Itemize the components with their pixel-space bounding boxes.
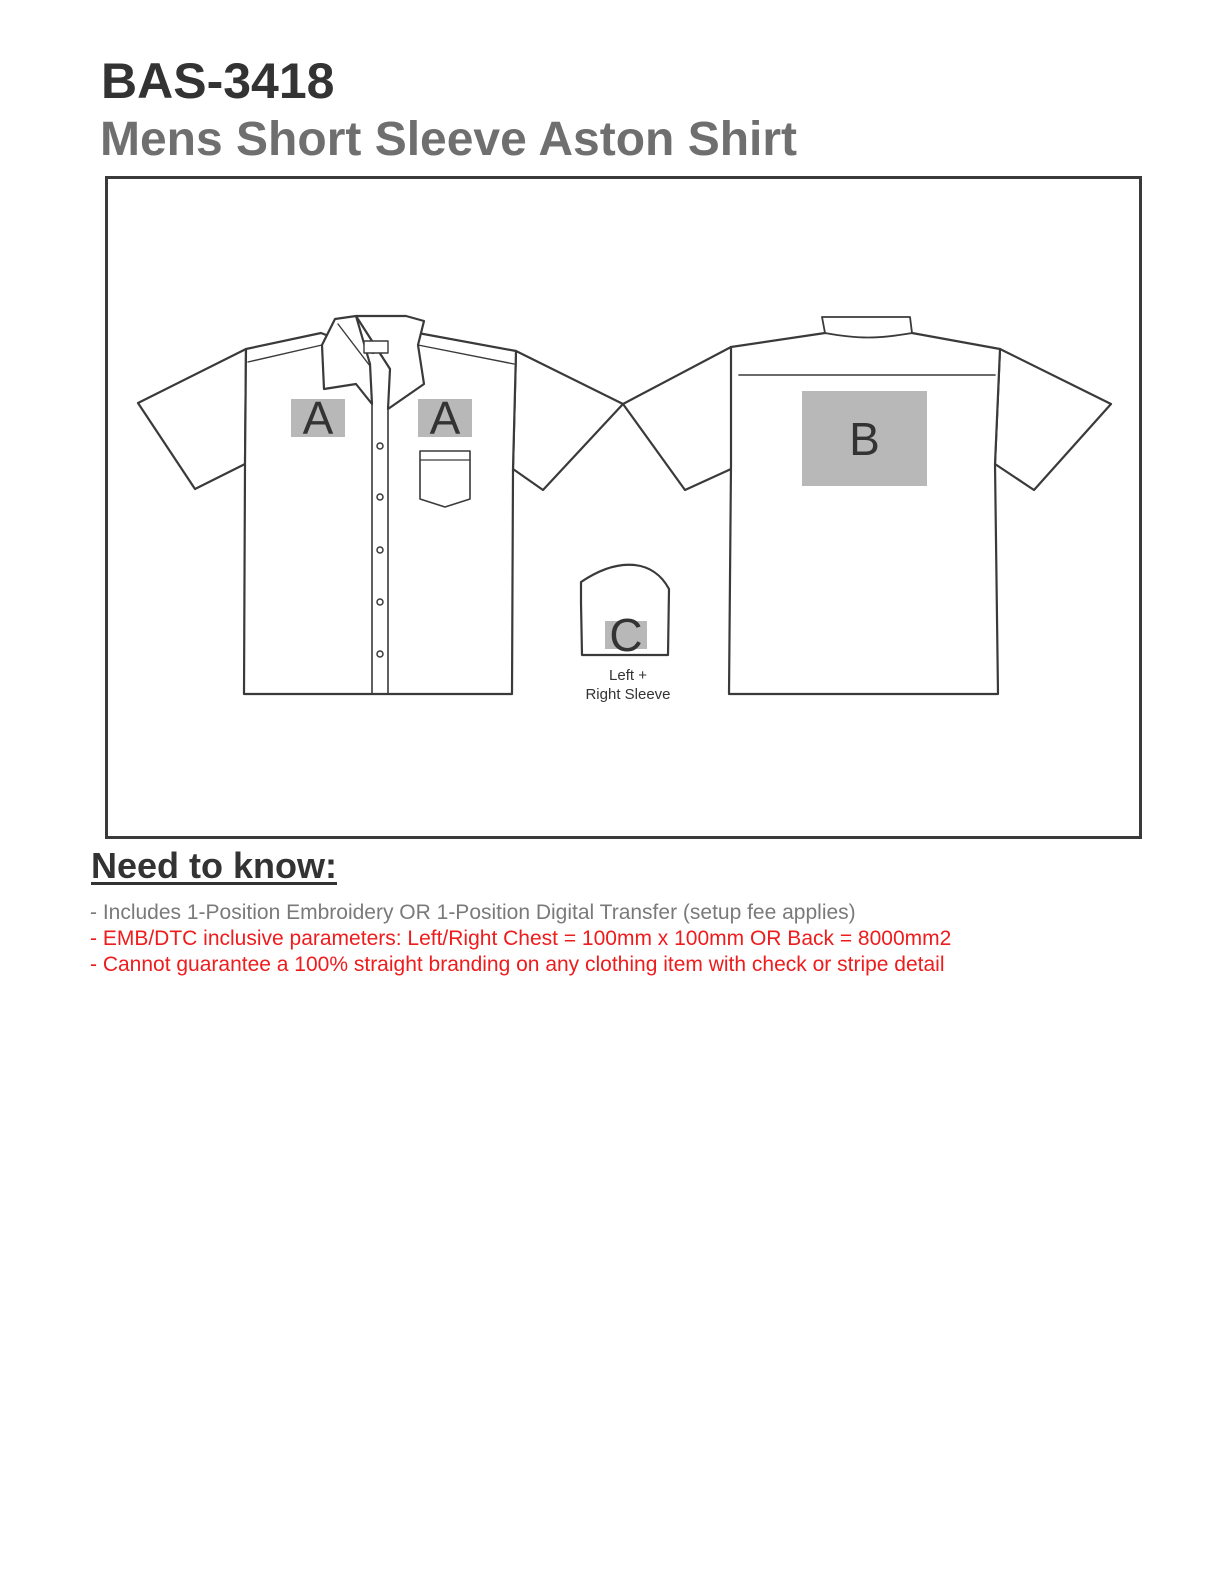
note-item: - Cannot guarantee a 100% straight branding on any clothing item with check or stripe detail	[90, 953, 945, 976]
sleeve-caption-line: Left +	[609, 667, 647, 684]
sleeve-caption-line: Right Sleeve	[585, 686, 671, 703]
back-zone	[802, 391, 927, 486]
right-chest-zone	[418, 392, 472, 444]
product-code: BAS-3418	[101, 53, 335, 109]
shirt-back	[623, 317, 1111, 694]
garment-diagram	[105, 176, 1142, 839]
shirt-front	[138, 316, 623, 694]
left-chest-zone	[291, 392, 345, 444]
need-to-know-heading: Need to know:	[91, 845, 338, 886]
button	[377, 599, 383, 605]
front-body	[244, 333, 516, 694]
button	[377, 494, 383, 500]
sleeve-zone	[605, 609, 647, 661]
zone-label-b: B	[849, 412, 880, 465]
zone-label-a: A	[302, 392, 334, 444]
back-left-sleeve	[623, 347, 742, 490]
back-collar	[822, 317, 912, 338]
note-item: - EMB/DTC inclusive parameters: Left/Right Chest = 100mm x 100mm OR Back = 8000mm2	[90, 927, 952, 950]
front-right-sleeve	[513, 351, 623, 490]
product-name: Mens Short Sleeve Aston Shirt	[100, 113, 798, 166]
back-body	[729, 333, 1000, 694]
neck-label	[364, 341, 388, 353]
back-right-sleeve	[995, 349, 1111, 490]
sleeve-caption	[548, 666, 708, 704]
button	[377, 651, 383, 657]
front-left-sleeve	[138, 349, 246, 489]
shirt-illustration	[108, 179, 1139, 836]
button	[377, 547, 383, 553]
notes-list	[90, 900, 951, 978]
zone-label-a: A	[429, 392, 461, 444]
note-item: - Includes 1-Position Embroidery OR 1-Position Digital Transfer (setup fee applies)	[90, 901, 856, 924]
zone-label-c: C	[609, 609, 643, 661]
button	[377, 443, 383, 449]
